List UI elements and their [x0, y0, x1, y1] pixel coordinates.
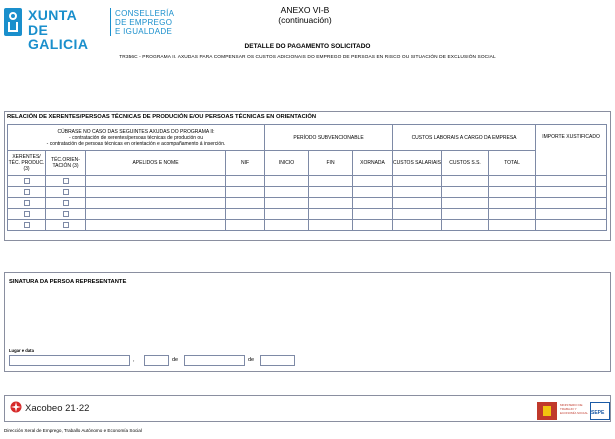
total-field[interactable]: [489, 176, 536, 187]
xerente-cell: [8, 209, 46, 220]
cubrase-line2: - contratación de persoas técnicas en orientación e acompañamento á inserción.: [46, 140, 226, 147]
importe-field[interactable]: [536, 209, 607, 220]
periodo-header: PERÍODO SUBVENCIONABLE: [265, 125, 393, 151]
custos-ss-field[interactable]: [442, 198, 489, 209]
fin-field[interactable]: [309, 176, 353, 187]
xerente-checkbox[interactable]: [24, 200, 30, 206]
xerente-checkbox[interactable]: [24, 178, 30, 184]
cubrase-title: CÚBRASE NO CASO DAS SEGUINTES AXUDAS DO PROGRAMA II:: [57, 128, 215, 135]
col-custos-salariais: CUSTOS SALARIAIS: [393, 151, 442, 176]
conselleria-line2: DE EMPREGO: [115, 18, 173, 27]
relacion-table: [7, 124, 607, 231]
sinatura-title: SINATURA DA PERSOA REPRESENTANTE: [9, 279, 127, 285]
col-xerentes: XERENTES/ TÉC. PRODUC. (3): [8, 151, 46, 176]
importe-field[interactable]: [536, 176, 607, 187]
nif-field[interactable]: [226, 198, 265, 209]
custos-ss-field[interactable]: [442, 209, 489, 220]
importe-field[interactable]: [536, 198, 607, 209]
conselleria-line1: CONSELLERÍA: [115, 9, 175, 18]
sepe-logo-text: SEPE: [591, 410, 605, 416]
nif-field[interactable]: [226, 176, 265, 187]
xornada-field[interactable]: [353, 220, 393, 231]
xunta-emblem-icon: [4, 8, 22, 36]
tec-orient-cell: [46, 176, 86, 187]
tec-orient-checkbox[interactable]: [63, 200, 69, 206]
nif-field[interactable]: [226, 187, 265, 198]
year-input[interactable]: [260, 355, 295, 366]
importe-field[interactable]: [536, 220, 607, 231]
footer-logos-box: [4, 395, 611, 422]
col-nif: NIF: [226, 151, 265, 176]
total-field[interactable]: [489, 198, 536, 209]
table-row: [8, 187, 607, 198]
xerente-cell: [8, 187, 46, 198]
xornada-field[interactable]: [353, 209, 393, 220]
xerente-checkbox[interactable]: [24, 211, 30, 217]
inicio-field[interactable]: [265, 209, 309, 220]
relacion-title: RELACIÓN DE XERENTES/PERSOAS TÉCNICAS DE PRODUCIÓN E/OU PERSOAS TÉCNICAS EN ORIENTACIÓN: [7, 114, 317, 120]
col-apelidos: APELIDOS E NOME: [86, 151, 226, 176]
nif-field[interactable]: [226, 220, 265, 231]
custos-salariais-field[interactable]: [393, 209, 442, 220]
nif-field[interactable]: [226, 209, 265, 220]
xornada-field[interactable]: [353, 187, 393, 198]
inicio-field[interactable]: [265, 176, 309, 187]
xacobeo-star-icon: [10, 401, 22, 413]
month-input[interactable]: [184, 355, 245, 366]
tec-orient-checkbox[interactable]: [63, 189, 69, 195]
total-field[interactable]: [489, 187, 536, 198]
col-fin: FIN: [309, 151, 353, 176]
apelidos-field[interactable]: [86, 220, 226, 231]
xunta-name-line1: XUNTA: [28, 7, 78, 23]
de-separator-1: de: [172, 357, 179, 363]
table-row: [8, 209, 607, 220]
total-field[interactable]: [489, 220, 536, 231]
apelidos-field[interactable]: [86, 176, 226, 187]
xerente-cell: [8, 220, 46, 231]
tec-orient-checkbox[interactable]: [63, 178, 69, 184]
cubrase-header: [8, 125, 265, 151]
inicio-field[interactable]: [265, 198, 309, 209]
xerente-cell: [8, 176, 46, 187]
cubrase-line1: - contratación de xerentes/persoas técnicas de produción ou: [69, 134, 203, 141]
col-xornada: XORNADA: [353, 151, 393, 176]
lugar-data-label: Lugar e data: [9, 348, 34, 353]
conselleria-line3: E IGUALDADE: [115, 27, 173, 36]
col-inicio: INICIO: [265, 151, 309, 176]
xerente-checkbox[interactable]: [24, 189, 30, 195]
xornada-field[interactable]: [353, 198, 393, 209]
anexo-continuacion: (continuación): [278, 15, 332, 25]
table-row: [8, 198, 607, 209]
page-title: DETALLE DO PAGAMENTO SOLICITADO: [244, 43, 371, 50]
tec-orient-cell: [46, 209, 86, 220]
lugar-input[interactable]: [9, 355, 130, 366]
fin-field[interactable]: [309, 198, 353, 209]
custos-ss-field[interactable]: [442, 176, 489, 187]
apelidos-field[interactable]: [86, 198, 226, 209]
tec-orient-checkbox[interactable]: [63, 222, 69, 228]
table-row: [8, 176, 607, 187]
importe-field[interactable]: [536, 187, 607, 198]
xerente-checkbox[interactable]: [24, 222, 30, 228]
apelidos-field[interactable]: [86, 187, 226, 198]
anexo-title: ANEXO VI-B: [280, 5, 330, 15]
custos-salariais-field[interactable]: [393, 220, 442, 231]
fin-field[interactable]: [309, 187, 353, 198]
tec-orient-cell: [46, 187, 86, 198]
direccion-footer-text: Dirección Xeral de Emprego, Traballo Autónomo e Economía Social: [4, 428, 142, 433]
col-tec-orientacion: TÉC.ORIEN- TACIÓN (3): [46, 151, 86, 176]
tec-orient-checkbox[interactable]: [63, 211, 69, 217]
importe-header: IMPORTE XUSTIFICADO: [536, 125, 607, 176]
xornada-field[interactable]: [353, 176, 393, 187]
custos-ss-field[interactable]: [442, 187, 489, 198]
tec-orient-cell: [46, 220, 86, 231]
ministerio-text: MINISTERIO DE TRABAJO Y ECONOMÍA SOCIAL: [560, 403, 589, 415]
apelidos-field[interactable]: [86, 209, 226, 220]
custos-laborais-header: CUSTOS LABORAIS A CARGO DA EMPRESA: [393, 125, 536, 151]
col-custos-ss: CUSTOS S.S.: [442, 151, 489, 176]
fin-field[interactable]: [309, 209, 353, 220]
logo-divider: [110, 8, 111, 36]
total-field[interactable]: [489, 209, 536, 220]
col-total: TOTAL: [489, 151, 536, 176]
xunta-logo: [4, 7, 108, 52]
xunta-name-line2: DE GALICIA: [28, 22, 89, 52]
custos-ss-field[interactable]: [442, 220, 489, 231]
comma-separator: ,: [133, 357, 135, 363]
xacobeo-logo-text: Xacobeo 21·22: [25, 403, 90, 414]
inicio-field[interactable]: [265, 220, 309, 231]
spain-coat-of-arms-icon: [537, 402, 557, 420]
day-input[interactable]: [144, 355, 169, 366]
tec-orient-cell: [46, 198, 86, 209]
custos-salariais-field[interactable]: [393, 198, 442, 209]
inicio-field[interactable]: [265, 187, 309, 198]
custos-salariais-field[interactable]: [393, 176, 442, 187]
xerente-cell: [8, 198, 46, 209]
de-separator-2: de: [248, 357, 255, 363]
table-row: [8, 220, 607, 231]
fin-field[interactable]: [309, 220, 353, 231]
custos-salariais-field[interactable]: [393, 187, 442, 198]
procedure-subtitle: TR356C - PROGRAMA II. AXUDAS PARA COMPENSAR OS CUSTOS ADICIONAIS DO EMPREGO DE PERSOAS EN RISCO OU SITUACIÓN DE EXCLUSIÓN SOCIAL: [119, 55, 496, 60]
